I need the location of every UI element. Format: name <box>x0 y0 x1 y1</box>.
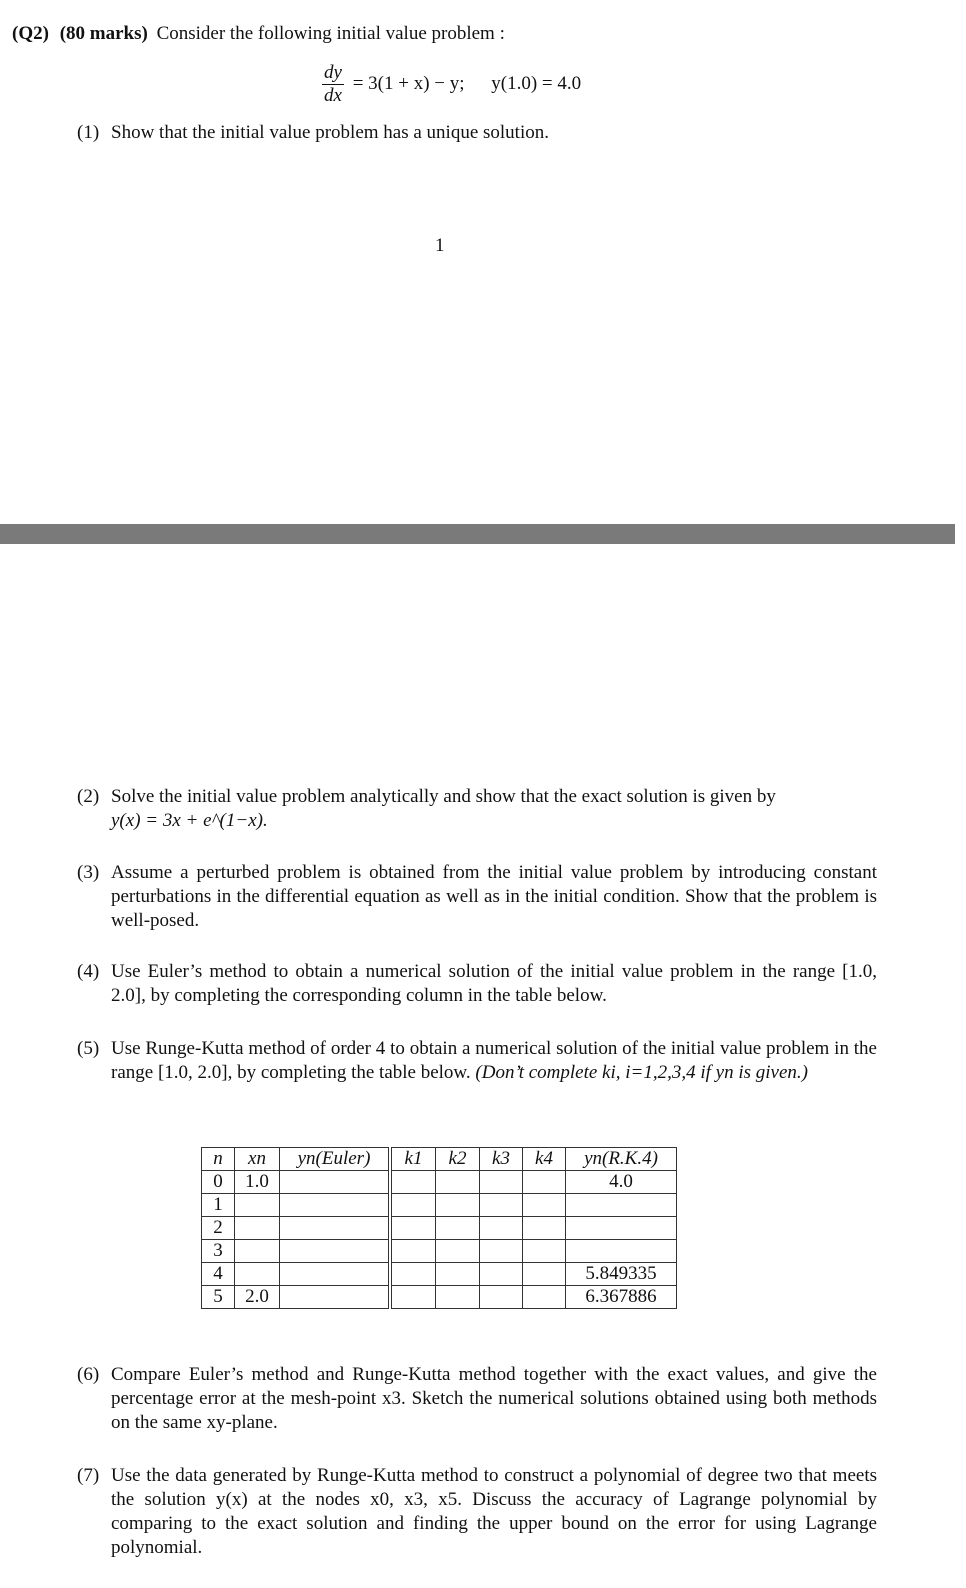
cell-k3 <box>480 1263 523 1286</box>
table-row <box>202 1194 677 1217</box>
cell-k4 <box>523 1171 566 1194</box>
cell-rk4 <box>566 1217 677 1240</box>
cell-k2 <box>436 1171 480 1194</box>
col-k3: k3 <box>480 1148 523 1171</box>
part-note: (Don’t complete ki, i=1,2,3,4 if yn is given.) <box>475 1062 808 1083</box>
col-xn: xn <box>235 1148 280 1171</box>
ivp-equation <box>322 62 581 107</box>
cell-k3 <box>480 1194 523 1217</box>
col-k4: k4 <box>523 1148 566 1171</box>
part-5 <box>77 1037 877 1085</box>
cell-k2 <box>436 1240 480 1263</box>
part-label: (1) <box>77 122 100 143</box>
cell-x <box>235 1240 280 1263</box>
cell-euler <box>280 1171 391 1194</box>
part-text: Use Runge-Kutta method of order 4 to obtain a numerical solution of the initial value problem in the range [1.0, 2.0], by completing the table below. <box>111 1038 877 1083</box>
col-k1: k1 <box>390 1148 436 1171</box>
part-2 <box>77 785 877 833</box>
part-4 <box>77 960 877 1008</box>
equation-rhs: = 3(1 + x) − y; <box>352 72 465 94</box>
cell-k3 <box>480 1286 523 1309</box>
cell-euler <box>280 1263 391 1286</box>
part-7 <box>77 1464 877 1560</box>
cell-n: 1 <box>202 1194 235 1217</box>
col-n: n <box>202 1148 235 1171</box>
col-euler: yn(Euler) <box>280 1148 391 1171</box>
table-row <box>202 1217 677 1240</box>
cell-k2 <box>436 1194 480 1217</box>
cell-n: 0 <box>202 1171 235 1194</box>
cell-k1 <box>390 1171 436 1194</box>
part-text: Use the data generated by Runge-Kutta method to construct a polynomial of degree two that meets the solution y(x) at the nodes x0, x3, x5. Discuss the accuracy of Lagrange polynomial by comparing to the exact solution and finding the upper bound on the error for using Lagrange polynomial. <box>111 1465 877 1558</box>
part-text: Show that the initial value problem has a unique solution. <box>111 122 549 143</box>
cell-euler <box>280 1217 391 1240</box>
cell-k1 <box>390 1263 436 1286</box>
derivative-fraction <box>322 62 344 107</box>
table-row <box>202 1240 677 1263</box>
cell-rk4: 6.367886 <box>566 1286 677 1309</box>
results-table <box>201 1147 677 1309</box>
cell-k1 <box>390 1240 436 1263</box>
table-header-row <box>202 1148 677 1171</box>
page-divider <box>0 524 955 544</box>
part-3 <box>77 861 877 933</box>
cell-n: 4 <box>202 1263 235 1286</box>
cell-k4 <box>523 1263 566 1286</box>
cell-k4 <box>523 1194 566 1217</box>
cell-euler <box>280 1286 391 1309</box>
cell-n: 2 <box>202 1217 235 1240</box>
cell-rk4 <box>566 1240 677 1263</box>
cell-k4 <box>523 1286 566 1309</box>
part-label: (7) <box>77 1465 100 1486</box>
cell-k2 <box>436 1263 480 1286</box>
table-row <box>202 1263 677 1286</box>
question-header <box>12 22 505 46</box>
cell-x <box>235 1217 280 1240</box>
part-text: Compare Euler’s method and Runge-Kutta method together with the exact values, and give the percentage error at the mesh-point x3. Sketch the numerical solutions obtained using both methods on the same xy-plane. <box>111 1364 877 1433</box>
part-label: (5) <box>77 1038 100 1059</box>
fraction-numerator: dy <box>324 62 342 83</box>
cell-rk4: 5.849335 <box>566 1263 677 1286</box>
initial-condition: y(1.0) = 4.0 <box>491 72 582 94</box>
part-text: Solve the initial value problem analytically and show that the exact solution is given by <box>111 786 776 807</box>
cell-euler <box>280 1240 391 1263</box>
question-marks: (80 marks) <box>59 23 148 44</box>
col-rk4: yn(R.K.4) <box>566 1148 677 1171</box>
cell-k3 <box>480 1171 523 1194</box>
part-label: (6) <box>77 1364 100 1385</box>
table-row <box>202 1171 677 1194</box>
cell-n: 5 <box>202 1286 235 1309</box>
part-text: Assume a perturbed problem is obtained from the initial value problem by introducing constant perturbations in the differential equation as well as in the initial condition. Show that the problem is well-posed. <box>111 862 877 931</box>
cell-k1 <box>390 1286 436 1309</box>
cell-k2 <box>436 1286 480 1309</box>
cell-k1 <box>390 1217 436 1240</box>
cell-x: 1.0 <box>235 1171 280 1194</box>
cell-k4 <box>523 1240 566 1263</box>
cell-k3 <box>480 1240 523 1263</box>
part-6 <box>77 1363 877 1435</box>
table-row <box>202 1286 677 1309</box>
cell-rk4 <box>566 1194 677 1217</box>
part-label: (4) <box>77 961 100 982</box>
part-label: (3) <box>77 862 100 883</box>
exact-solution: y(x) = 3x + e^(1−x). <box>111 810 268 831</box>
part-text: Use Euler’s method to obtain a numerical solution of the initial value problem in the range [1.0, 2.0], by completing the corresponding column in the table below. <box>111 961 877 1006</box>
cell-x <box>235 1263 280 1286</box>
cell-x: 2.0 <box>235 1286 280 1309</box>
cell-rk4: 4.0 <box>566 1171 677 1194</box>
cell-n: 3 <box>202 1240 235 1263</box>
question-label: (Q2) <box>12 23 49 44</box>
page-number: 1 <box>435 235 445 256</box>
fraction-denominator: dx <box>324 85 342 106</box>
question-intro: Consider the following initial value problem : <box>156 23 505 44</box>
cell-k2 <box>436 1217 480 1240</box>
cell-euler <box>280 1194 391 1217</box>
cell-k3 <box>480 1217 523 1240</box>
cell-k4 <box>523 1217 566 1240</box>
cell-x <box>235 1194 280 1217</box>
col-k2: k2 <box>436 1148 480 1171</box>
part-label: (2) <box>77 786 100 807</box>
part-1 <box>77 121 877 145</box>
cell-k1 <box>390 1194 436 1217</box>
